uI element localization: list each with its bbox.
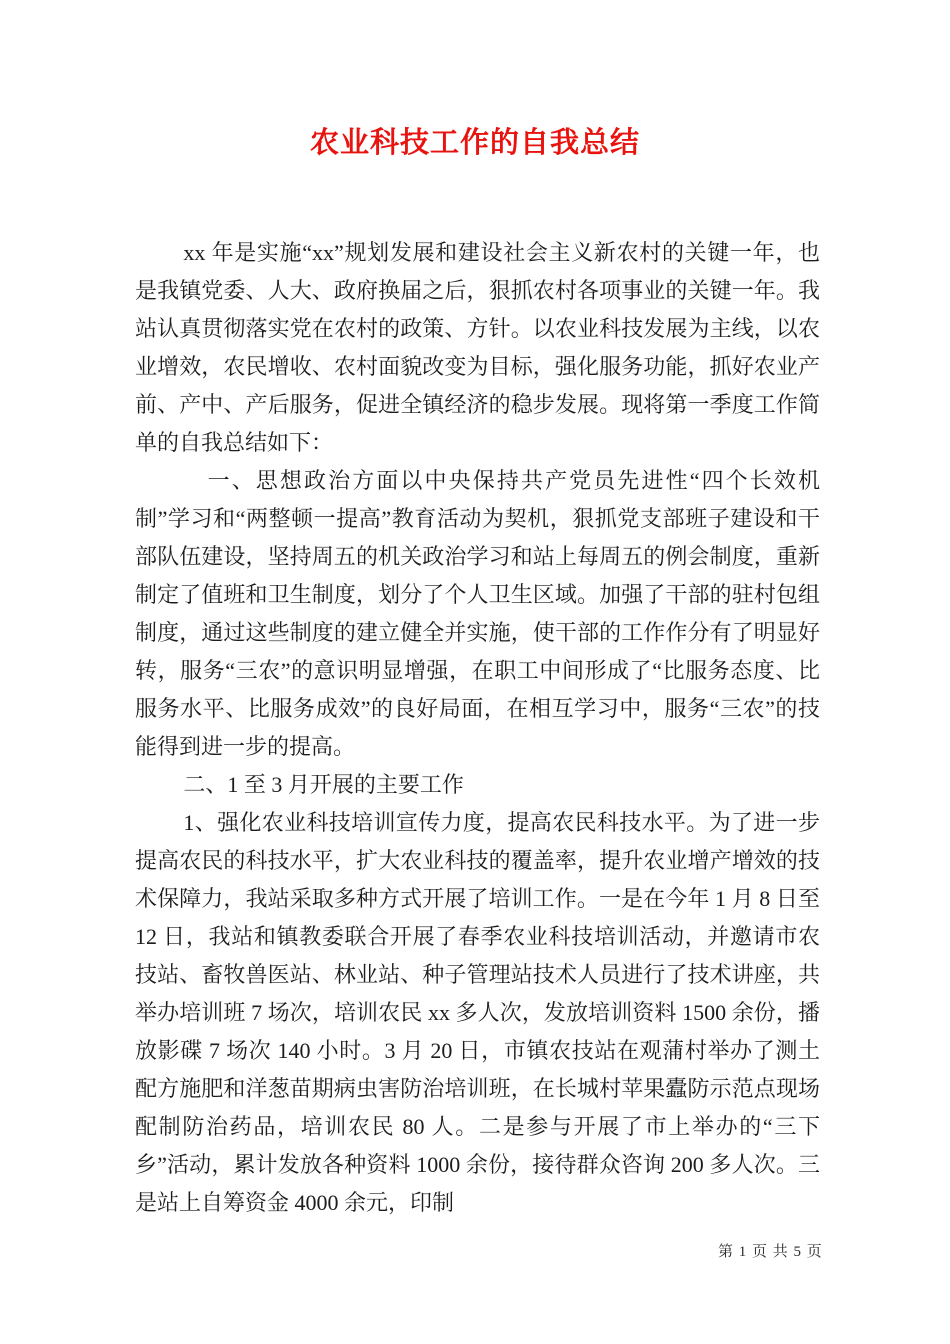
document-title: 农业科技工作的自我总结	[309, 127, 640, 159]
document-body	[135, 234, 820, 1222]
paragraph-intro: xx 年是实施“xx”规划发展和建设社会主义新农村的关键一年，也是我镇党委、人大、政府换届之后，狠抓农村各项事业的关键一年。我站认真贯彻落实党在农村的政策、方针。以农业科技发展为主线，以农业增效，农民增收、农村面貌改变为目标，强化服务功能，抓好农业产前、产中、产后服务，促进全镇经济的稳步发展。现将第一季度工作简单的自我总结如下：	[135, 240, 820, 455]
paragraph-work-item-one: 1、强化农业科技培训宣传力度，提高农民科技水平。为了进一步提高农民的科技水平，扩大农业科技的覆盖率，提升农业增产增效的技术保障力，我站采取多种方式开展了培训工作。一是在今年 1 月 8 日至 12 日，我站和镇教委联合开展了春季农业科技培训活动，并邀请市农技站、畜牧兽医站、林业站、种子管理站技术人员进行了技术讲座，共举办培训班 7 场次，培训农民 xx 多人次，发放培训资料 1500 余份，播放影碟 7 场次 140 小时。3 月 20 日，市镇农技站在观蒲村举办了测土配方施肥和洋葱苗期病虫害防治培训班，在长城村苹果蠹防示范点现场配制防治药品，培训农民 80 人。二是参与开展了市上举办的“三下乡”活动，累计发放各种资料 1000 余份，接待群众咨询 200 多人次。三是站上自筹资金 4000 余元，印制	[135, 810, 820, 1215]
page-number-footer: 第 1 页 共 5 页	[718, 1244, 823, 1260]
paragraph-section-two-heading: 二、1 至 3 月开展的主要工作	[183, 772, 464, 797]
paragraph-section-one: 一、思想政治方面以中央保持共产党员先进性“四个长效机制”学习和“两整顿一提高”教育活动为契机，狠抓党支部班子建设和干部队伍建设，坚持周五的机关政治学习和站上每周五的例会制度，重新制定了值班和卫生制度，划分了个人卫生区域。加强了干部的驻村包组制度，通过这些制度的建立健全并实施，使干部的工作作分有了明显好转，服务“三农”的意识明显增强，在职工中间形成了“比服务态度、比服务水平、比服务成效”的良好局面，在相互学习中，服务“三农”的技能得到进一步的提高。	[135, 468, 820, 759]
